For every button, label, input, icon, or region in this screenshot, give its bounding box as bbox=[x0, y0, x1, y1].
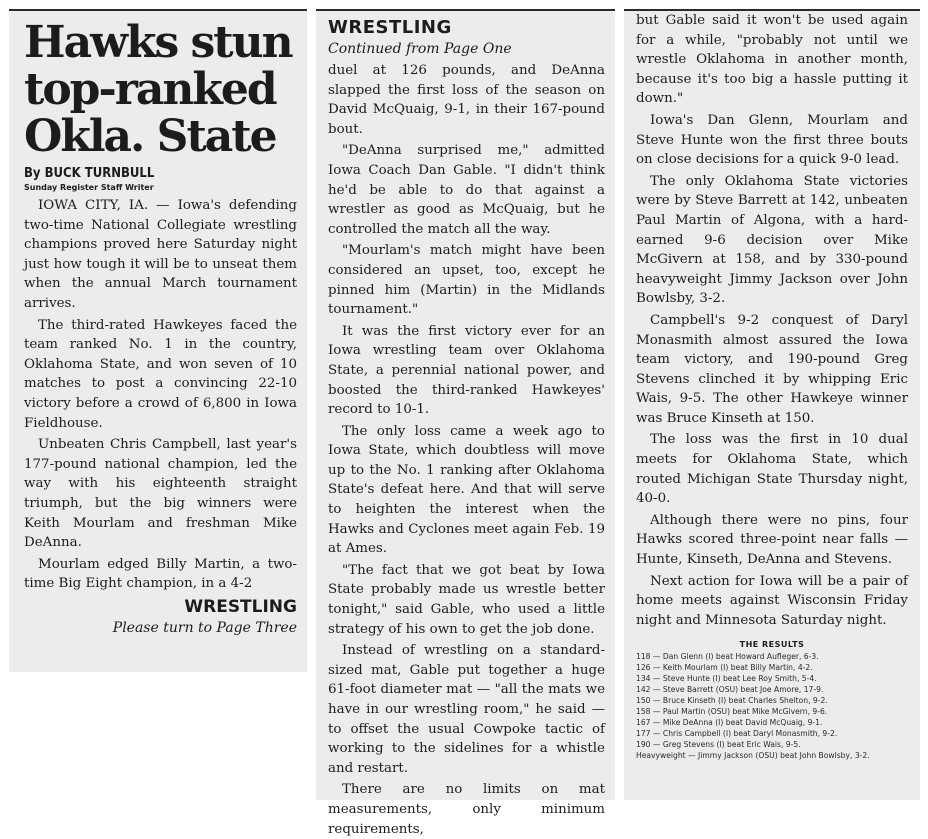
article-paragraph: Unbeaten Chris Campbell, last year's 177-pound national champion, led the way with his eighteenth straight triumph, but the big winners were Keith Mourlam and freshman Mike DeAnna. bbox=[24, 437, 297, 551]
headline: Hawks stun top-ranked Okla. State bbox=[24, 17, 292, 162]
article-paragraph: Although there were no pins, four Hawks scored three-point near falls — Hunte, Kinseth, DeAnna and Stevens. bbox=[636, 512, 908, 568]
result-line: 118 — Dan Glenn (I) beat Howard Aufleger, 6-3. bbox=[636, 652, 819, 662]
article-paragraph: Next action for Iowa will be a pair of home meets against Wisconsin Friday night and Minnesota Saturday night. bbox=[636, 573, 908, 628]
article-paragraph: Mourlam edged Billy Martin, a two-time Big Eight champion, in a 4-2 bbox=[24, 556, 297, 592]
result-line: Heavyweight — Jimmy Jackson (OSU) beat John Bowlsby, 3-2. bbox=[636, 751, 870, 761]
article-paragraph: It was the first victory ever for an Iowa wrestling team over Oklahoma State, a perennial national power, and boosted the third-ranked Hawkeyes' record to 10-1. bbox=[328, 323, 605, 418]
result-line: 150 — Bruce Kinseth (I) beat Charles Shelton, 9-2. bbox=[636, 696, 828, 706]
article-paragraph: Campbell's 9-2 conquest of Daryl Monasmith almost assured the Iowa team victory, and 190-pound Greg Stevens clinched it by whipping Eric Wais, 9-5. The other Hawkeye winner was Bruce Kinseth at 150. bbox=[636, 312, 908, 426]
article-paragraph: "Mourlam's match might have been considered an upset, too, except he pinned him (Martin) in the Midlands tournament." bbox=[328, 243, 605, 318]
article-paragraph: The only loss came a week ago to Iowa State, which doubtless will move up to the No. 1 ranking after Oklahoma State's defeat here. And that will serve to heighten the interest when the Hawks and Cyclones meet again Feb. 19 at Ames. bbox=[328, 423, 605, 557]
result-line: 158 — Paul Martin (OSU) beat Mike McGivern, 9-6. bbox=[636, 707, 828, 717]
continued-note: Continued from Page One bbox=[328, 41, 512, 57]
byline: By BUCK TURNBULL bbox=[24, 166, 155, 181]
results-title: THE RESULTS bbox=[739, 640, 805, 650]
article-paragraph: IOWA CITY, IA. — Iowa's defending two-time National Collegiate wrestling champions proved here Saturday night just how tough it will be to unseat them when the annual March tournament arrives. bbox=[24, 198, 297, 311]
staff-credit: Sunday Register Staff Writer bbox=[24, 183, 154, 192]
results-list bbox=[636, 651, 908, 761]
front-page-clipping bbox=[9, 9, 307, 672]
continuation-clipping-2 bbox=[624, 9, 920, 800]
article-paragraph: but Gable said it won't be used again for a while, "probably not until we wrestle Oklahoma in another month, because it's too big a hassle putting it down." bbox=[636, 13, 908, 107]
section-head: WRESTLING bbox=[328, 17, 452, 38]
article-paragraph: "The fact that we got beat by Iowa State probably made us wrestle better tonight," said Gable, who used a little strategy of his own to get the job done. bbox=[328, 562, 605, 637]
result-line: 190 — Greg Stevens (I) beat Eric Wais, 9-5. bbox=[636, 740, 801, 750]
result-line: 142 — Steve Barrett (OSU) beat Joe Amore, 17-9. bbox=[636, 685, 824, 695]
continuation-clipping bbox=[316, 9, 615, 837]
article-paragraph: The only Oklahoma State victories were by Steve Barrett at 142, unbeaten Paul Martin of Algona, with a hard-earned 9-6 decision over Mike McGivern at 158, and by 330-pound heavyweight Jimmy Jackson over John Bowlsby, 3-2. bbox=[636, 173, 908, 307]
article-paragraph: Instead of wrestling on a standard-sized mat, Gable put together a huge 61-foot diameter mat — "all the mats we have in our wrestling room," he said — to offset the usual Cowpoke tactic of working to the sidelines for a whistle and restart. bbox=[328, 643, 605, 776]
article-paragraph: duel at 126 pounds, and DeAnna slapped the first loss of the season on David McQuaig, 9-1, in their 167-pound bout. bbox=[328, 63, 605, 137]
jump-note: Please turn to Page Three bbox=[112, 619, 297, 636]
article-paragraph: The loss was the first in 10 dual meets for Oklahoma State, which routed Michigan State Thursday night, 40-0. bbox=[636, 432, 908, 507]
result-line: 126 — Keith Mourlam (I) beat Billy Martin, 4-2. bbox=[636, 663, 813, 673]
result-line: 167 — Mike DeAnna (I) beat David McQuaig, 9-1. bbox=[636, 718, 823, 728]
article-paragraph: "DeAnna surprised me," admitted Iowa Coach Dan Gable. "I didn't think he'd be able to do that against a wrestler as good as McQuaig, but he controlled the match all the way. bbox=[328, 143, 605, 237]
article-paragraph: The third-rated Hawkeyes faced the team ranked No. 1 in the country, Oklahoma State, and won seven of 10 matches to post a convincing 22-10 victory before a crowd of 6,800 in Iowa Fieldhouse. bbox=[24, 317, 297, 431]
article-paragraph: There are no limits on mat measurements, only minimum requirements, bbox=[328, 782, 605, 837]
jump-title: WRESTLING bbox=[184, 596, 297, 617]
result-line: 177 — Chris Campbell (I) beat Daryl Monasmith, 9-2. bbox=[636, 729, 838, 739]
result-line: 134 — Steve Hunte (I) beat Lee Roy Smith, 5-4. bbox=[636, 674, 817, 684]
article-paragraph: Iowa's Dan Glenn, Mourlam and Steve Hunte won the first three bouts on close decisions for a quick 9-0 lead. bbox=[636, 112, 908, 168]
